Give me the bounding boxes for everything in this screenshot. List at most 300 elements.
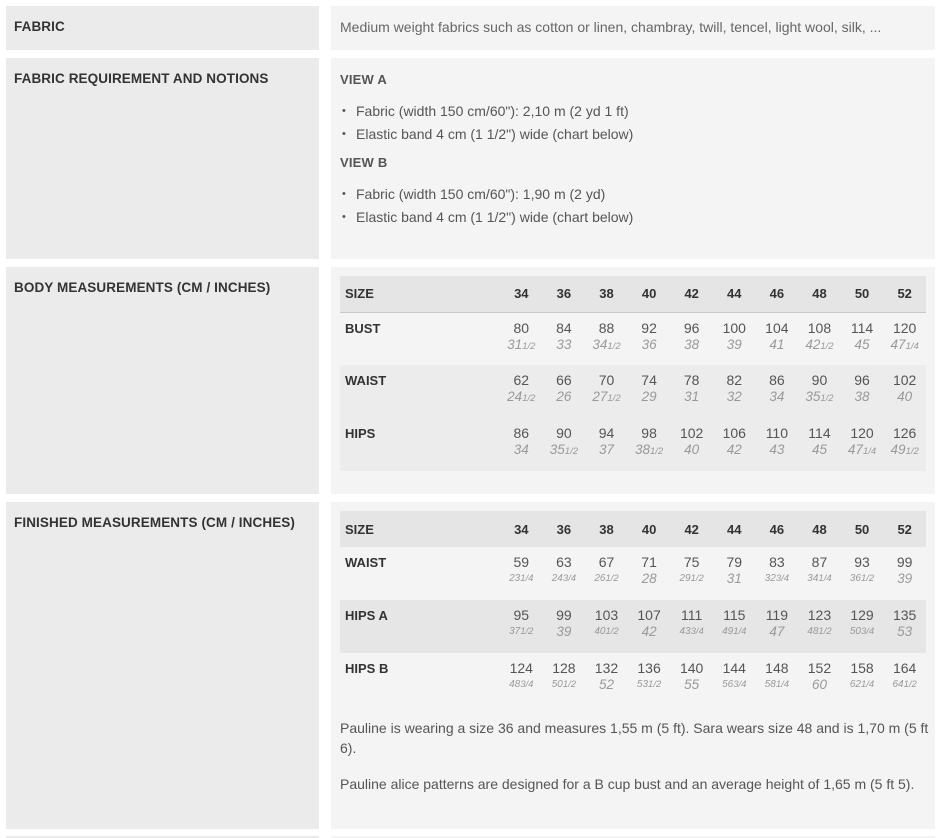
inch-whole: 42	[726, 442, 742, 457]
measure-cell	[500, 312, 543, 365]
measure-cell	[756, 547, 799, 600]
inch-whole: 56	[722, 679, 734, 690]
size-cell: 36	[556, 286, 572, 302]
inch-value	[798, 570, 841, 588]
inch-value	[500, 676, 543, 694]
inch-value	[713, 441, 756, 459]
measure-cell	[713, 653, 756, 706]
inch-whole: 38	[634, 442, 650, 457]
table-row	[340, 312, 926, 365]
cm-value: 119	[765, 607, 789, 623]
inch-whole: 34	[592, 336, 608, 352]
inch-whole: 32	[764, 573, 776, 584]
size-cell: 36	[556, 521, 572, 537]
inch-whole: 43	[679, 626, 691, 637]
measure-cell	[670, 600, 713, 653]
inch-whole: 53	[636, 679, 649, 690]
inch-value	[670, 676, 713, 694]
inch-value	[756, 623, 799, 641]
size-cell: 48	[812, 521, 827, 537]
inch-value	[543, 388, 586, 406]
inch-whole: 50	[849, 626, 861, 637]
inch-fraction: 1/2	[522, 393, 536, 404]
measure-cell	[713, 312, 756, 365]
size-cell: 34	[514, 286, 529, 302]
inch-value	[883, 570, 926, 588]
measure-cell	[841, 547, 884, 600]
inch-value	[670, 623, 713, 641]
inch-value	[628, 336, 671, 354]
inch-value	[628, 570, 671, 588]
cm-value: 99	[556, 607, 572, 623]
inch-whole: 40	[684, 442, 700, 457]
cm-value: 99	[896, 554, 913, 570]
inch-fraction: 1/4	[818, 573, 832, 584]
row-label: HIPS B	[345, 661, 389, 676]
cm-value: 82	[726, 372, 743, 388]
measure-cell	[670, 312, 713, 365]
inch-value	[585, 623, 628, 641]
body-measurements-table	[340, 276, 926, 471]
inch-value	[585, 570, 628, 588]
cm-value: 100	[722, 319, 746, 336]
measure-cell	[628, 547, 671, 600]
inch-fraction: 1/2	[607, 340, 621, 352]
measure-cell	[841, 600, 884, 653]
inch-whole: 39	[556, 624, 572, 639]
inch-value	[585, 441, 628, 459]
inch-fraction: 1/2	[522, 340, 536, 352]
size-cell: 40	[641, 521, 657, 537]
cm-value: 144	[722, 660, 746, 676]
cm-value: 158	[850, 660, 874, 676]
cm-value: 129	[850, 607, 874, 623]
measure-cell	[543, 365, 586, 418]
inch-value	[543, 336, 586, 354]
measure-cell	[628, 418, 671, 471]
inch-whole: 34	[769, 389, 785, 404]
table-row	[340, 600, 926, 653]
body-measurements-label: BODY MEASUREMENTS (CM / INCHES)	[6, 267, 319, 494]
inch-whole: 32	[726, 389, 742, 404]
table-row	[340, 365, 926, 418]
inch-value	[670, 570, 713, 588]
finished-measurements-label: FINISHED MEASUREMENTS (CM / INCHES)	[6, 502, 319, 829]
inch-value	[841, 676, 884, 694]
measure-cell	[756, 312, 799, 365]
measure-cell	[841, 312, 884, 365]
inch-value	[543, 570, 586, 588]
inch-whole: 60	[811, 677, 827, 692]
measure-cell	[798, 418, 841, 471]
inch-whole: 64	[892, 679, 904, 690]
cm-value: 62	[513, 372, 530, 388]
size-header: SIZE	[345, 286, 374, 302]
inch-fraction: 3/4	[562, 573, 577, 584]
inch-fraction: 1/2	[648, 679, 662, 690]
cm-value: 70	[598, 372, 615, 388]
inch-value	[585, 676, 628, 694]
inch-whole: 33	[556, 336, 572, 352]
inch-whole: 34	[513, 442, 529, 457]
measure-cell	[883, 312, 926, 365]
inch-value	[798, 676, 841, 694]
inch-whole: 35	[549, 442, 565, 457]
inch-value	[798, 623, 841, 641]
measure-cell	[798, 312, 841, 365]
inch-fraction: 1/2	[690, 573, 704, 584]
cm-value: 66	[556, 372, 572, 388]
measure-cell	[543, 600, 586, 653]
inch-fraction: 1/2	[820, 340, 834, 352]
measure-cell	[543, 312, 586, 365]
inch-whole: 47	[890, 336, 906, 352]
list-item: • Fabric (width 150 cm/60"): 1,90 m (2 yd)	[340, 183, 926, 206]
inch-whole: 28	[641, 571, 657, 586]
view-b-list	[340, 183, 926, 229]
inch-whole: 36	[849, 573, 861, 584]
inch-whole: 58	[764, 679, 776, 690]
measure-cell	[713, 365, 756, 418]
inch-value	[713, 336, 756, 354]
cm-value: 104	[765, 319, 789, 336]
size-cell: 52	[897, 286, 912, 302]
list-item: • Elastic band 4 cm (1 1/2") wide (chart below)	[340, 123, 926, 146]
cm-value: 120	[850, 425, 874, 441]
cm-value: 84	[556, 319, 572, 336]
cm-value: 71	[641, 554, 657, 570]
inch-value	[841, 388, 884, 406]
measure-cell	[883, 600, 926, 653]
measure-cell	[500, 547, 543, 600]
inch-whole: 35	[805, 389, 821, 404]
inch-value	[585, 336, 628, 356]
measure-cell	[798, 547, 841, 600]
size-cell: 34	[514, 521, 529, 537]
inch-value	[756, 388, 799, 406]
cm-value: 79	[726, 554, 743, 570]
inch-fraction: 1/4	[775, 679, 790, 690]
table-row	[340, 418, 926, 471]
cm-value: 93	[854, 554, 870, 570]
row-label: HIPS A	[345, 608, 388, 623]
inch-value	[841, 570, 884, 588]
inch-fraction: 1/2	[564, 446, 579, 457]
size-cell: 46	[769, 286, 785, 302]
inch-value	[883, 441, 926, 461]
inch-whole: 39	[726, 336, 742, 352]
inch-value	[756, 336, 799, 354]
cm-value: 96	[854, 372, 870, 388]
inch-value	[500, 623, 543, 641]
inch-whole: 26	[594, 573, 606, 584]
inch-whole: 48	[807, 626, 819, 637]
inch-value	[798, 441, 841, 459]
inch-whole: 27	[592, 389, 608, 404]
inch-value	[798, 388, 841, 408]
inch-value	[798, 336, 841, 356]
measure-cell	[543, 653, 586, 706]
inch-value	[500, 336, 543, 356]
list-item: • Elastic band 4 cm (1 1/2") wide (chart below)	[340, 206, 926, 229]
cm-value: 108	[807, 319, 832, 336]
cm-value: 92	[641, 319, 657, 336]
inch-value	[670, 441, 713, 459]
measure-cell	[500, 600, 543, 653]
measure-cell	[628, 600, 671, 653]
fit-note: Pauline is wearing a size 36 and measures 1,55 m (5 ft). Sara wears size 48 and is 1,70 m (5 ft 6).	[340, 720, 929, 756]
inch-value	[670, 388, 713, 406]
requirements-label: FABRIC REQUIREMENT AND NOTIONS	[6, 58, 319, 259]
cm-value: 114	[808, 425, 831, 441]
measure-cell	[798, 365, 841, 418]
measure-cell	[628, 653, 671, 706]
row-label: HIPS	[345, 426, 376, 441]
inch-value	[841, 441, 884, 461]
list-item: • Fabric (width 150 cm/60"): 2,10 m (2 yd 1 ft)	[340, 100, 926, 123]
inch-value	[628, 623, 671, 641]
cm-value: 152	[807, 660, 832, 676]
inch-whole: 53	[897, 624, 913, 639]
measure-cell	[670, 365, 713, 418]
inch-value	[543, 441, 586, 461]
inch-fraction: 3/4	[775, 573, 790, 584]
inch-fraction: 1/2	[520, 626, 534, 637]
cm-value: 110	[765, 425, 789, 441]
inch-fraction: 1/2	[605, 626, 619, 637]
inch-whole: 40	[897, 389, 913, 404]
view-a-title: VIEW A	[340, 72, 387, 87]
inch-fraction: 1/4	[733, 626, 747, 637]
cm-value: 102	[679, 425, 704, 441]
size-cell: 46	[769, 521, 785, 537]
table-row	[340, 653, 926, 706]
finished-measurements-value	[331, 502, 935, 829]
view-b-title: VIEW B	[340, 155, 388, 170]
cm-value: 136	[637, 660, 661, 676]
inch-whole: 29	[679, 573, 691, 584]
size-cell: 52	[897, 521, 912, 537]
size-cell: 44	[727, 286, 742, 302]
inch-fraction: 1/4	[861, 679, 875, 690]
inch-fraction: 1/2	[562, 679, 577, 690]
inch-fraction: 1/2	[861, 573, 875, 584]
measure-cell	[841, 365, 884, 418]
cm-value: 94	[598, 425, 615, 441]
measure-cell	[500, 418, 543, 471]
inch-whole: 36	[641, 336, 657, 352]
inch-fraction: 1/4	[520, 573, 534, 584]
cm-value: 74	[641, 372, 657, 388]
inch-fraction: 3/4	[861, 626, 875, 637]
inch-whole: 37	[598, 442, 614, 457]
measure-cell	[713, 547, 756, 600]
size-cell: 50	[854, 286, 870, 302]
inch-value	[841, 623, 884, 641]
inch-whole: 45	[811, 442, 827, 457]
cm-value: 63	[556, 554, 572, 570]
size-header-row	[340, 276, 926, 312]
cm-value: 126	[892, 425, 917, 441]
inch-value	[713, 676, 756, 694]
inch-fraction: 1/2	[820, 393, 834, 404]
inch-whole: 42	[805, 336, 821, 352]
inch-whole: 62	[849, 679, 861, 690]
measure-cell	[500, 653, 543, 706]
inch-whole: 43	[769, 442, 785, 457]
measure-cell	[883, 547, 926, 600]
measure-cell	[883, 418, 926, 471]
inch-whole: 26	[556, 389, 572, 404]
row-label: WAIST	[345, 555, 387, 570]
inch-value	[883, 388, 926, 406]
measure-cell	[543, 547, 586, 600]
size-cell: 38	[599, 521, 614, 537]
inch-fraction: 1/2	[607, 393, 621, 404]
inch-value	[883, 676, 926, 694]
inch-value	[713, 570, 756, 588]
size-header: SIZE	[345, 521, 374, 537]
cm-value: 115	[723, 607, 746, 623]
inch-whole: 49	[890, 442, 906, 457]
inch-value	[756, 570, 799, 588]
inch-whole: 31	[507, 336, 523, 352]
cm-value: 111	[681, 607, 703, 623]
cm-value: 86	[769, 372, 785, 388]
inch-whole: 48	[509, 679, 521, 690]
inch-whole: 23	[509, 573, 521, 584]
inch-value	[585, 388, 628, 408]
measure-cell	[798, 600, 841, 653]
cm-value: 140	[679, 660, 704, 676]
inch-whole: 38	[854, 389, 870, 404]
cm-value: 107	[637, 607, 661, 623]
inch-fraction: 3/4	[690, 626, 704, 637]
measure-cell	[585, 312, 628, 365]
inch-value	[756, 676, 799, 694]
cm-value: 96	[683, 319, 700, 336]
finished-measurements-row	[0, 502, 942, 829]
body-measurements-row	[0, 267, 942, 494]
measure-cell	[756, 653, 799, 706]
cm-value: 135	[892, 607, 917, 623]
inch-fraction: 3/4	[520, 679, 534, 690]
size-cell: 50	[854, 521, 870, 537]
measure-cell	[628, 365, 671, 418]
cm-value: 95	[513, 607, 530, 623]
cm-value: 106	[722, 425, 746, 441]
inch-whole: 50	[551, 679, 563, 690]
inch-whole: 39	[897, 571, 913, 586]
measure-cell	[713, 600, 756, 653]
inch-value	[628, 441, 671, 461]
inch-whole: 34	[807, 573, 819, 584]
inch-whole: 38	[684, 336, 700, 352]
cm-value: 90	[811, 372, 828, 388]
cm-value: 98	[641, 425, 657, 441]
size-cell: 40	[641, 286, 657, 302]
measure-cell	[841, 418, 884, 471]
cm-value: 75	[683, 554, 700, 570]
measure-cell	[713, 418, 756, 471]
inch-fraction: 1/4	[905, 340, 919, 352]
size-cell: 42	[684, 521, 699, 537]
requirements-value	[331, 58, 935, 259]
inch-whole: 29	[641, 389, 657, 404]
inch-whole: 52	[598, 677, 614, 692]
inch-value	[756, 441, 799, 459]
inch-whole: 42	[641, 624, 657, 639]
measure-cell	[670, 653, 713, 706]
cm-value: 114	[850, 319, 874, 336]
size-cell: 48	[812, 286, 827, 302]
cm-value: 90	[556, 425, 572, 441]
measure-cell	[883, 653, 926, 706]
inch-whole: 31	[684, 389, 700, 404]
measure-cell	[585, 653, 628, 706]
cm-value: 148	[765, 660, 789, 676]
inch-value	[670, 336, 713, 354]
inch-fraction: 1/2	[818, 626, 832, 637]
cm-value: 80	[513, 319, 530, 336]
inch-whole: 41	[769, 336, 785, 352]
measure-cell	[756, 418, 799, 471]
view-a-list	[340, 100, 926, 146]
cm-value: 123	[807, 607, 832, 623]
measure-cell	[585, 365, 628, 418]
row-label: BUST	[345, 320, 381, 336]
inch-whole: 24	[507, 389, 523, 404]
inch-whole: 49	[722, 626, 734, 637]
cm-value: 88	[598, 319, 615, 336]
measure-cell	[500, 365, 543, 418]
inch-value	[883, 336, 926, 356]
inch-whole: 47	[847, 442, 863, 457]
measure-cell	[670, 547, 713, 600]
inch-fraction: 3/4	[733, 679, 747, 690]
inch-fraction: 1/2	[903, 679, 917, 690]
measure-cell	[585, 418, 628, 471]
cm-value: 86	[513, 425, 530, 441]
cm-value: 78	[683, 372, 700, 388]
requirements-row	[0, 58, 942, 259]
body-measurements-value	[331, 267, 935, 494]
fabric-label: FABRIC	[6, 6, 319, 50]
inch-value	[883, 623, 926, 641]
inch-value	[713, 388, 756, 406]
measure-cell	[585, 547, 628, 600]
inch-whole: 55	[684, 677, 700, 692]
inch-value	[841, 336, 884, 354]
size-cell: 44	[727, 521, 742, 537]
inch-value	[500, 570, 543, 588]
fabric-value: Medium weight fabrics such as cotton or linen, chambray, twill, tencel, light wool, silk, ...	[331, 6, 935, 50]
cm-value: 83	[769, 554, 785, 570]
measure-cell	[883, 365, 926, 418]
pattern-note: Pauline alice patterns are designed for a B cup bust and an average height of 1,65 m (5 ft 5).	[340, 776, 915, 792]
cm-value: 103	[594, 607, 619, 623]
cm-value: 87	[811, 554, 828, 570]
cm-value: 124	[509, 660, 533, 676]
inch-fraction: 1/4	[862, 446, 877, 457]
inch-fraction: 1/2	[905, 446, 919, 457]
inch-fraction: 1/2	[605, 573, 619, 584]
inch-whole: 37	[509, 626, 521, 637]
inch-value	[500, 388, 543, 408]
inch-whole: 47	[769, 624, 785, 639]
measure-cell	[670, 418, 713, 471]
measure-cell	[841, 653, 884, 706]
